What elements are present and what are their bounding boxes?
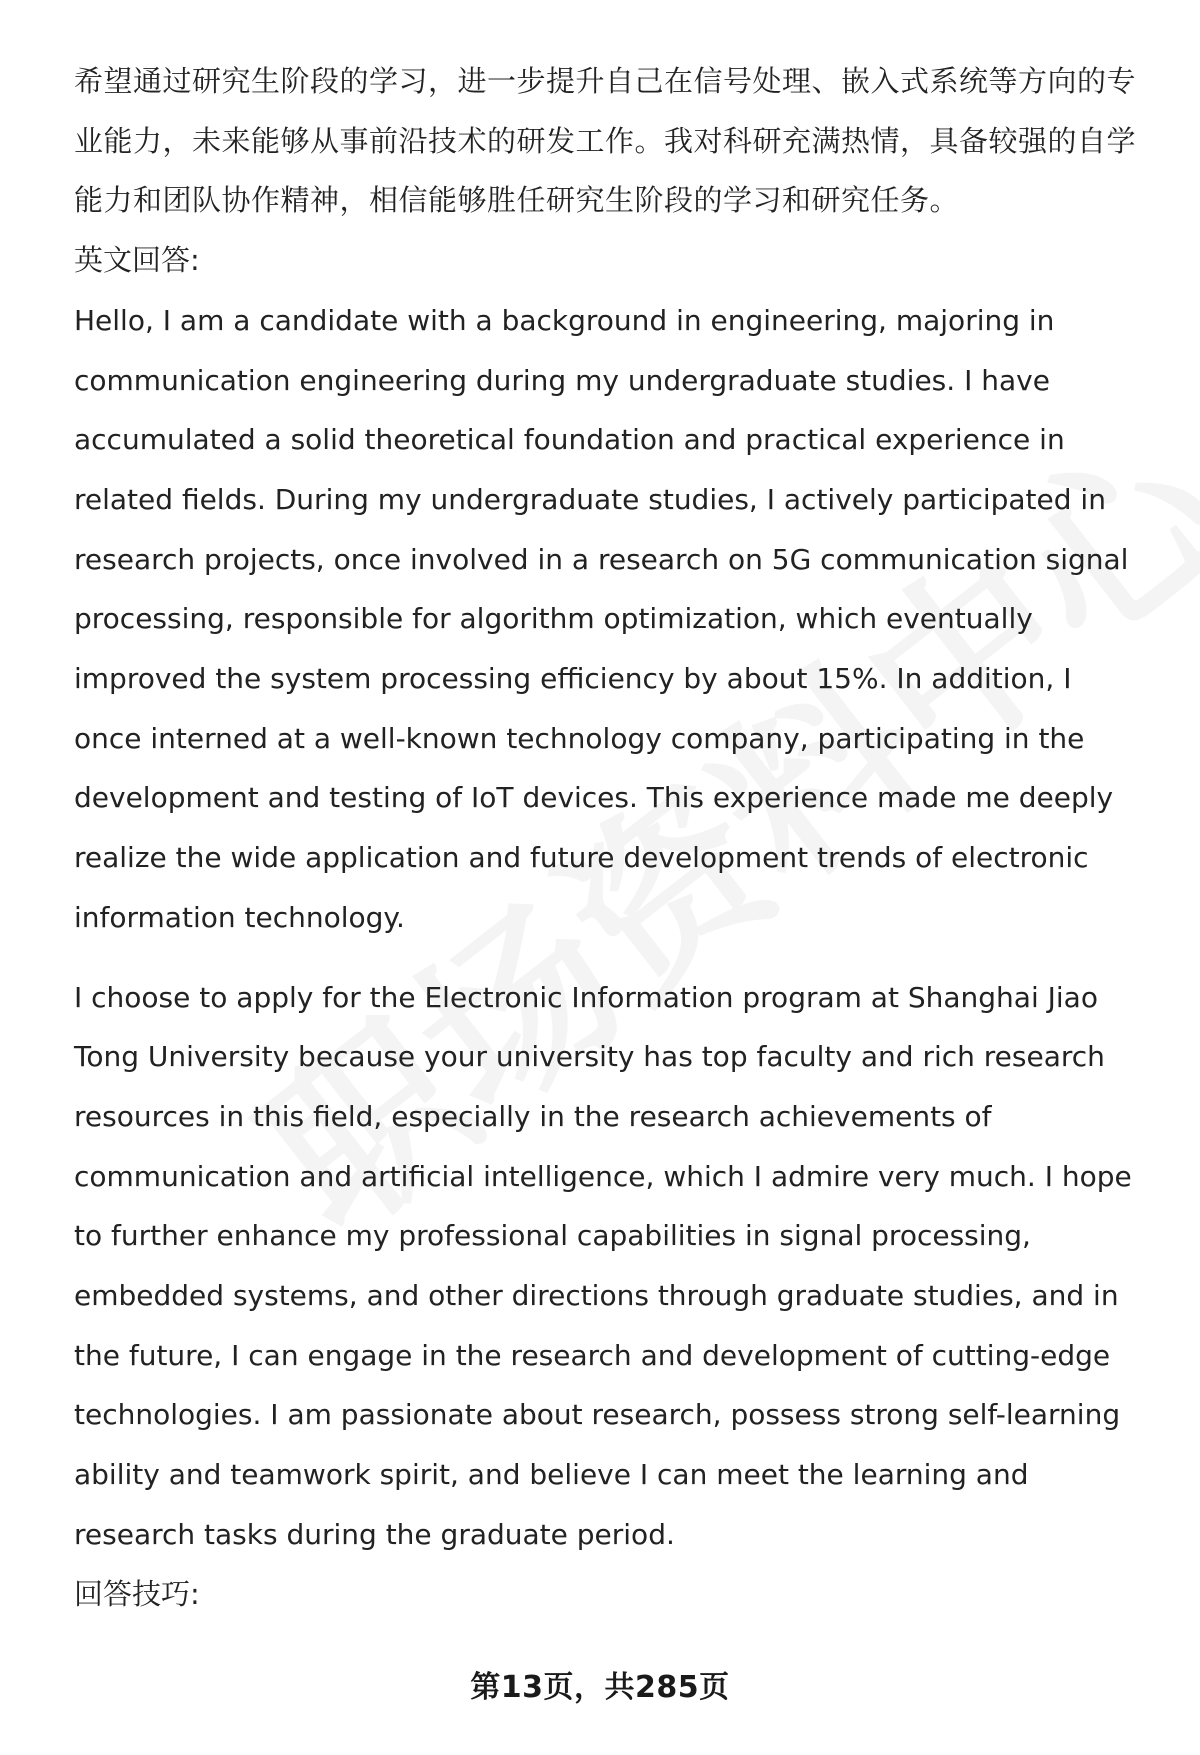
english-paragraph-1: Hello, I am a candidate with a background in engineering, majoring in communication engineering during my undergraduate studies. I have accumulated a solid theoretical foundation and practical experience in related fields. During my undergraduate studies, I actively participated in research projects, once involved in a research on 5G communication signal processing, responsible for algorithm optimization, which eventually improved the system processing efficiency by about 15%. In addition, I once interned at a well-known technology company, participating in the development and testing of IoT devices. This experience made me deeply realize the wide application and future development trends of electronic information technology. xyxy=(74,303,1129,934)
english-paragraph-2: I choose to apply for the Electronic Information program at Shanghai Jiao Tong University because your university has top faculty and rich research resources in this field, especially in the research achievements of communication and artificial intelligence, which I admire very much. I hope to further enhance my professional capabilities in signal processing, embedded systems, and other directions through graduate studies, and in the future, I can engage in the research and development of cutting-edge technologies. I am passionate about research, possess strong self-learning ability and teamwork spirit, and believe I can meet the learning and research tasks during the graduate period. xyxy=(74,980,1132,1551)
page-footer: 第13页，共285页 xyxy=(470,1670,730,1705)
document-page xyxy=(74,52,1140,1624)
tips-heading: 回答技巧: xyxy=(74,1576,200,1611)
intro-paragraph-cn: 希望通过研究生阶段的学习，进一步提升自己在信号处理、嵌入式系统等方向的专业能力，未来能够从事前沿技术的研发工作。我对科研充满热情，具备较强的自学能力和团队协作精神，相信能够胜任研究生阶段的学习和研究任务。 xyxy=(74,64,1137,218)
english-answer-heading: 英文回答: xyxy=(74,243,200,278)
